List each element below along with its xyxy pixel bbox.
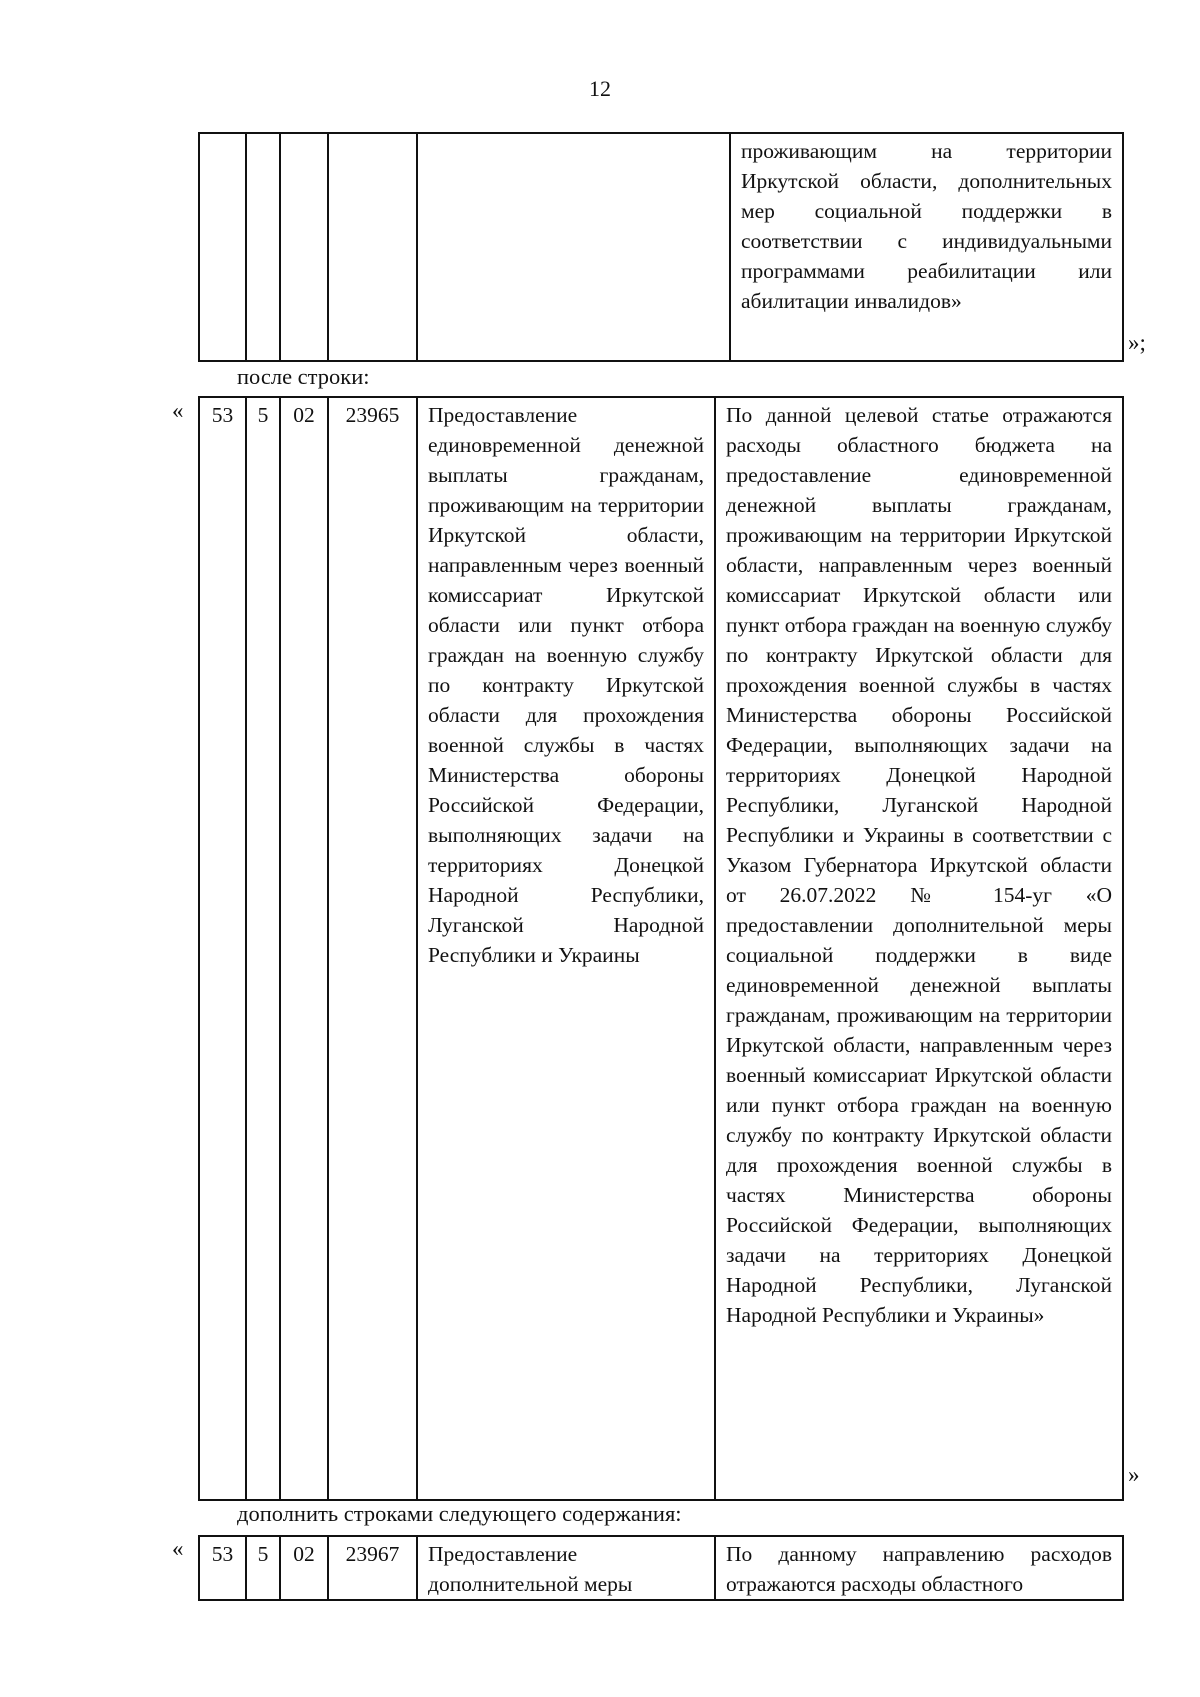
description-cell: По данной целевой статье отражаются расходы областного бюджета на предоставление единовременной денежной выплаты гражданам, проживающим на территории Иркутской области, направленным через военный комиссариат Иркутской области или пункт отбора граждан на военную службу по контракту Иркутской области для прохождения военной службы в частях Министерства обороны Российской Федерации, выполняющих задачи на территориях Донецкой Народной Республики, Луганской Народной Республики и Украины в соответствии с Указом Губернатора Иркутской области от 26.07.2022 № 154-уг «О предоставлении дополнительной меры социальной поддержки в виде единовременной денежной выплаты гражданам, проживающим на территории Иркутской области, направленным через военный комиссариат Иркутской области или пункт отбора граждан на военную службу по контракту Иркутской области для прохождения военной службы в частях Министерства обороны Российской Федерации, выполняющих задачи на территориях Донецкой Народной Республики, Луганской Народной Республики и Украины» (715, 397, 1123, 1500)
opening-quote-mark: « (172, 398, 184, 423)
name-cell: Предоставление дополнительной меры (417, 1536, 715, 1600)
code-cell-3 (280, 133, 328, 361)
closing-quote-mark: »; (1128, 330, 1146, 355)
code-cell-1 (199, 133, 246, 361)
table-row (199, 133, 1123, 361)
code-cell-2 (246, 133, 280, 361)
description-cell: По данному направлению расходов отражаются расходы областного (715, 1536, 1123, 1600)
name-cell (417, 133, 730, 361)
code-cell-1: 53 (199, 397, 246, 1500)
table-new-rows (198, 1535, 1124, 1601)
code-cell-4: 23965 (328, 397, 417, 1500)
phrase-after-row: после строки: (237, 364, 370, 389)
description-cell: проживающим на территории Иркутской области, дополнительных мер социальной поддержки в соответствии с индивидуальными программами реабилитации или абилитации инвалидов» (730, 133, 1123, 361)
table-continuation (198, 132, 1124, 362)
code-cell-3: 02 (280, 397, 328, 1500)
code-cell-2: 5 (246, 397, 280, 1500)
page-number: 12 (589, 76, 611, 101)
code-cell-1: 53 (199, 1536, 246, 1600)
phrase-add-rows: дополнить строками следующего содержания: (237, 1501, 682, 1526)
code-cell-2: 5 (246, 1536, 280, 1600)
table-existing-row (198, 396, 1124, 1501)
table-row (199, 397, 1123, 1500)
code-cell-4: 23967 (328, 1536, 417, 1600)
code-cell-4 (328, 133, 417, 361)
closing-quote-mark: » (1128, 1462, 1140, 1487)
table-row (199, 1536, 1123, 1600)
name-cell: Предоставление единовременной денежной выплаты гражданам, проживающим на территории Иркутской области, направленным через военный комиссариат Иркутской области или пункт отбора граждан на военную службу по контракту Иркутской области для прохождения военной службы в частях Министерства обороны Российской Федерации, выполняющих задачи на территориях Донецкой Народной Республики, Луганской Народной Республики и Украины (417, 397, 715, 1500)
opening-quote-mark: « (172, 1536, 184, 1561)
code-cell-3: 02 (280, 1536, 328, 1600)
